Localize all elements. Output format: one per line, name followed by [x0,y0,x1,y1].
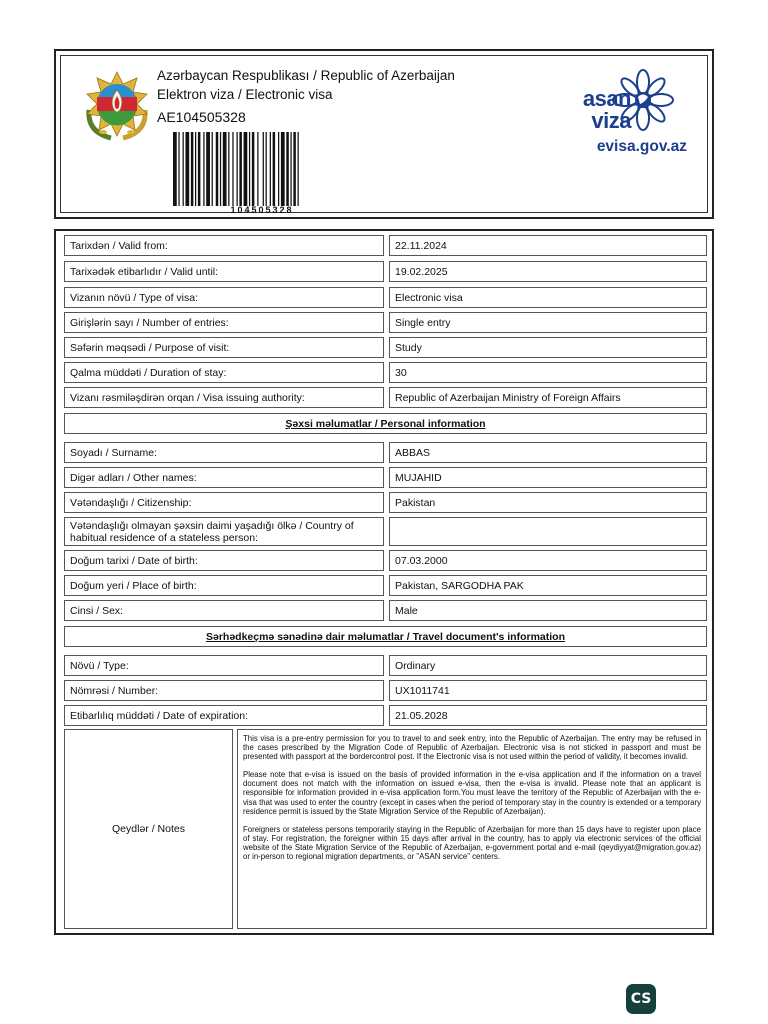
expiration-date-label: Etibarlılıq müddəti / Date of expiration: [64,705,384,726]
barcode-bar [198,132,201,206]
barcode-number: 104505328 [230,205,294,215]
sex-label: Cinsi / Sex: [64,600,384,621]
barcode-bar [257,132,258,206]
visa-details-table [54,229,714,935]
barcode-bar [216,132,219,206]
surname-label: Soyadı / Surname: [64,442,384,463]
citizenship-label: Vətəndaşlığı / Citizenship: [64,492,384,513]
valid-until-value: 19.02.2025 [389,261,707,282]
duration-label: Qalma müddəti / Duration of stay: [64,362,384,383]
barcode-bar [290,132,291,206]
document-type: Elektron viza / Electronic visa [157,87,333,102]
barcode-bar [273,132,276,206]
viza-logo-text: viza [591,108,631,133]
azerbaijan-emblem-icon [79,70,155,142]
personal-info-heading: Şəxsi məlumatlar / Personal information [64,413,707,434]
issuing-authority-label: Vizanı rəsmiləşdirən orqan / Visa issuing authority: [64,387,384,408]
barcode-icon [173,132,351,206]
stateless-residence-label: Vətəndaşlığı olmayan şəxsin daimi yaşadığı ölkə / Country of habitual residence of a stateless person: [64,517,384,546]
barcode-bar [173,132,177,206]
citizenship-value: Pakistan [389,492,707,513]
asan-logo-text: asan [582,86,631,111]
other-names-label: Digər adları / Other names: [64,467,384,488]
duration-value: 30 [389,362,707,383]
passport-number-label: Nömrəsi / Number: [64,680,384,701]
barcode-bar [203,132,204,206]
visa-number: AE104505328 [157,109,246,125]
notes-label: Qeydlər / Notes [64,729,233,929]
issuing-country: Azərbaycan Respublikası / Republic of Azerbaijan [157,68,455,83]
camscanner-badge[interactable]: CS [626,984,656,1014]
travel-document-heading: Sərhədkeçmə sənədinə dair məlumatlar / Travel document's information [64,626,707,647]
visa-header [54,49,714,219]
barcode-bar [183,132,184,206]
barcode-bar [263,132,264,206]
valid-until-label: Tarixədək etibarlıdır / Valid until: [64,261,384,282]
barcode-bar [281,132,285,206]
barcode-bar [178,132,179,206]
entries-label: Girişlərin sayı / Number of entries: [64,312,384,333]
purpose-value: Study [389,337,707,358]
barcode-bar [249,132,250,206]
passport-number-value: UX1011741 [389,680,707,701]
barcode-bar [220,132,221,206]
barcode-bar [270,132,271,206]
date-of-birth-value: 07.03.2000 [389,550,707,571]
place-of-birth-label: Doğum yeri / Place of birth: [64,575,384,596]
barcode-bar [239,132,242,206]
barcode-bar [237,132,238,206]
barcode-bar [223,132,227,206]
valid-from-label: Tarixdən / Valid from: [64,235,384,256]
expiration-date-value: 21.05.2028 [389,705,707,726]
document-type-value: Ordinary [389,655,707,676]
date-of-birth-label: Doğum tarixi / Date of birth: [64,550,384,571]
evisa-website: evisa.gov.az [596,138,687,155]
barcode-bar [185,132,189,206]
sex-value: Male [389,600,707,621]
document-type-label: Növü / Type: [64,655,384,676]
barcode-bar [195,132,196,206]
visa-type-label: Vizanın növü / Type of visa: [64,287,384,308]
barcode-bar [278,132,279,206]
place-of-birth-value: Pakistan, SARGODHA PAK [389,575,707,596]
barcode-bar [252,132,255,206]
purpose-label: Səfərin məqsədi / Purpose of visit: [64,337,384,358]
barcode-bar [212,132,213,206]
barcode-bar [298,132,299,206]
barcode-bar [293,132,296,206]
barcode-bar [244,132,248,206]
visa-type-value: Electronic visa [389,287,707,308]
notes-paragraph: Foreigners or stateless persons temporarily staying in the Republic of Azerbaijan for more than 15 days have to register upon place of stay. For registration, the foreigner within 15 days after arrival in the country, has to apply via electronic services of the official website of the State Migration Service of the Republic of Azerbaijan, e-government portal and e-mail (qeydiyyat@migration.gov.az) or in-person to regional migration departments, or "ASAN service" centers. [243,824,701,862]
visa-header-inner [60,55,708,213]
notes-body [237,729,707,929]
barcode-bar [266,132,267,206]
barcode-bar [206,132,210,206]
notes-paragraph: Please note that e-visa is issued on the basis of provided information in the e-visa application and if the information on a travel document does not match with the information on issued e-visa, then the e-visa is invalid. Please note that an applicant is responsible for information provided in e-visa application form.You must leave the territory of the Republic of Azerbaijan with the e-visa that was used to enter the country (except in cases when the period of temporary stay in the country is extended or a temporary residence permit is issued by the State Migration Service of the Republic of Azerbaijan). [243,770,701,816]
stateless-residence-value [389,517,707,546]
valid-from-value: 22.11.2024 [389,235,707,256]
barcode-bar [191,132,194,206]
barcode-bar [232,132,233,206]
notes-paragraph: This visa is a pre-entry permission for you to travel to and seek entry, into the Republic of Azerbaijan. The entry may be refused in the cases prescribed by the Migration Code of Republic of Azerbaijan. Electronic visa is not sticked in passport and must be presented with passport at the bordercontrol post. If the Electronic visa is not used within the period of validity, it becomes invalid. [243,734,701,762]
other-names-value: MUJAHID [389,467,707,488]
entries-value: Single entry [389,312,707,333]
barcode-bar [228,132,229,206]
surname-value: ABBAS [389,442,707,463]
barcode-bar [286,132,289,206]
issuing-authority-value: Republic of Azerbaijan Ministry of Foreign Affairs [389,387,707,408]
